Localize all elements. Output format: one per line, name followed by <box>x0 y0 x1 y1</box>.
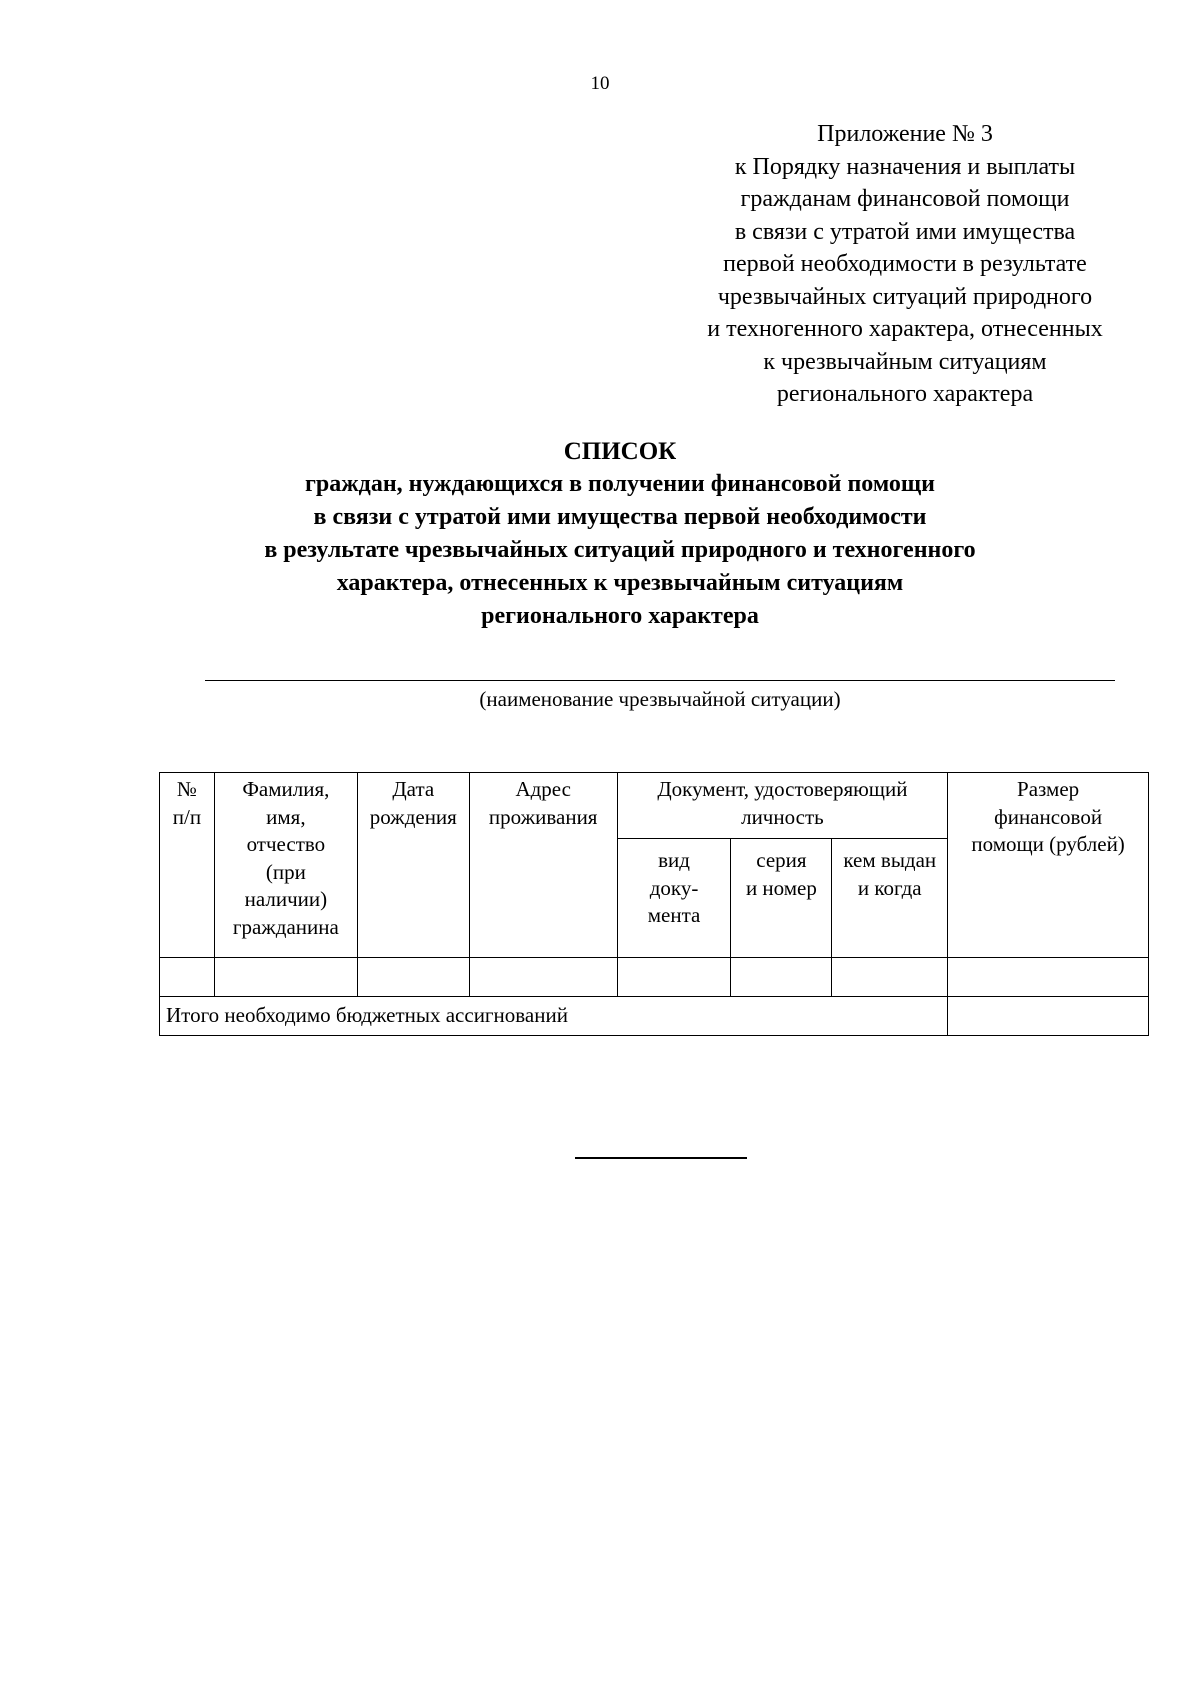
table-row <box>160 958 1149 997</box>
appendix-line: гражданам финансовой помощи <box>740 186 1070 212</box>
table-cell <box>214 958 357 997</box>
header-document-group: Документ, удостоверяющий личность <box>617 773 948 839</box>
appendix-line: в связи с утратой ими имущества <box>734 218 1076 245</box>
header-full-name: Фамилия, имя, отчество (при наличии) гражданина <box>214 773 357 958</box>
table-cell <box>832 958 948 997</box>
total-row <box>160 997 1149 1036</box>
table-cell <box>617 958 731 997</box>
appendix-line: Приложение № 3 <box>817 121 993 147</box>
header-birth-date: Дата рождения <box>357 773 469 958</box>
table-cell <box>357 958 469 997</box>
appendix-line: чрезвычайных ситуаций природного <box>717 283 1093 310</box>
appendix-line: и техногенного характера, отнесенных <box>707 316 1103 342</box>
title-line: характера, отнесенных к чрезвычайным ситуациям <box>336 570 904 596</box>
table-cell <box>948 958 1149 997</box>
header-number: № п/п <box>160 773 215 958</box>
header-doc-issued: кем выдан и когда <box>832 839 948 958</box>
title-line: граждан, нуждающихся в получении финансовой помощи <box>305 471 935 497</box>
table-cell <box>469 958 617 997</box>
appendix-block <box>640 118 1170 411</box>
document-title <box>150 435 1090 633</box>
emergency-name-caption: (наименование чрезвычайной ситуации) <box>479 687 841 711</box>
citizens-table <box>159 772 1149 1036</box>
header-amount: Размер финансовой помощи (рублей) <box>948 773 1149 958</box>
title-line: в результате чрезвычайных ситуаций природного и техногенного <box>264 537 976 563</box>
header-doc-series: серия и номер <box>731 839 832 958</box>
appendix-line: к чрезвычайным ситуациям <box>763 348 1047 375</box>
appendix-line: первой необходимости в результате <box>723 251 1087 277</box>
header-row <box>160 773 1149 839</box>
header-doc-type: вид доку- мента <box>617 839 731 958</box>
document-end-line <box>575 1157 747 1159</box>
total-value <box>948 997 1149 1036</box>
table-cell <box>160 958 215 997</box>
table-cell <box>731 958 832 997</box>
page-number: 10 <box>590 73 610 94</box>
appendix-line: к Порядку назначения и выплаты <box>734 153 1076 180</box>
header-address: Адрес проживания <box>469 773 617 958</box>
appendix-line: регионального характера <box>776 381 1034 407</box>
emergency-name-line <box>205 680 1115 681</box>
total-label: Итого необходимо бюджетных ассигнований <box>160 997 948 1036</box>
title-line: в связи с утратой ими имущества первой необходимости <box>313 504 927 530</box>
title-main: СПИСОК <box>563 438 677 465</box>
title-line: регионального характера <box>481 603 759 629</box>
